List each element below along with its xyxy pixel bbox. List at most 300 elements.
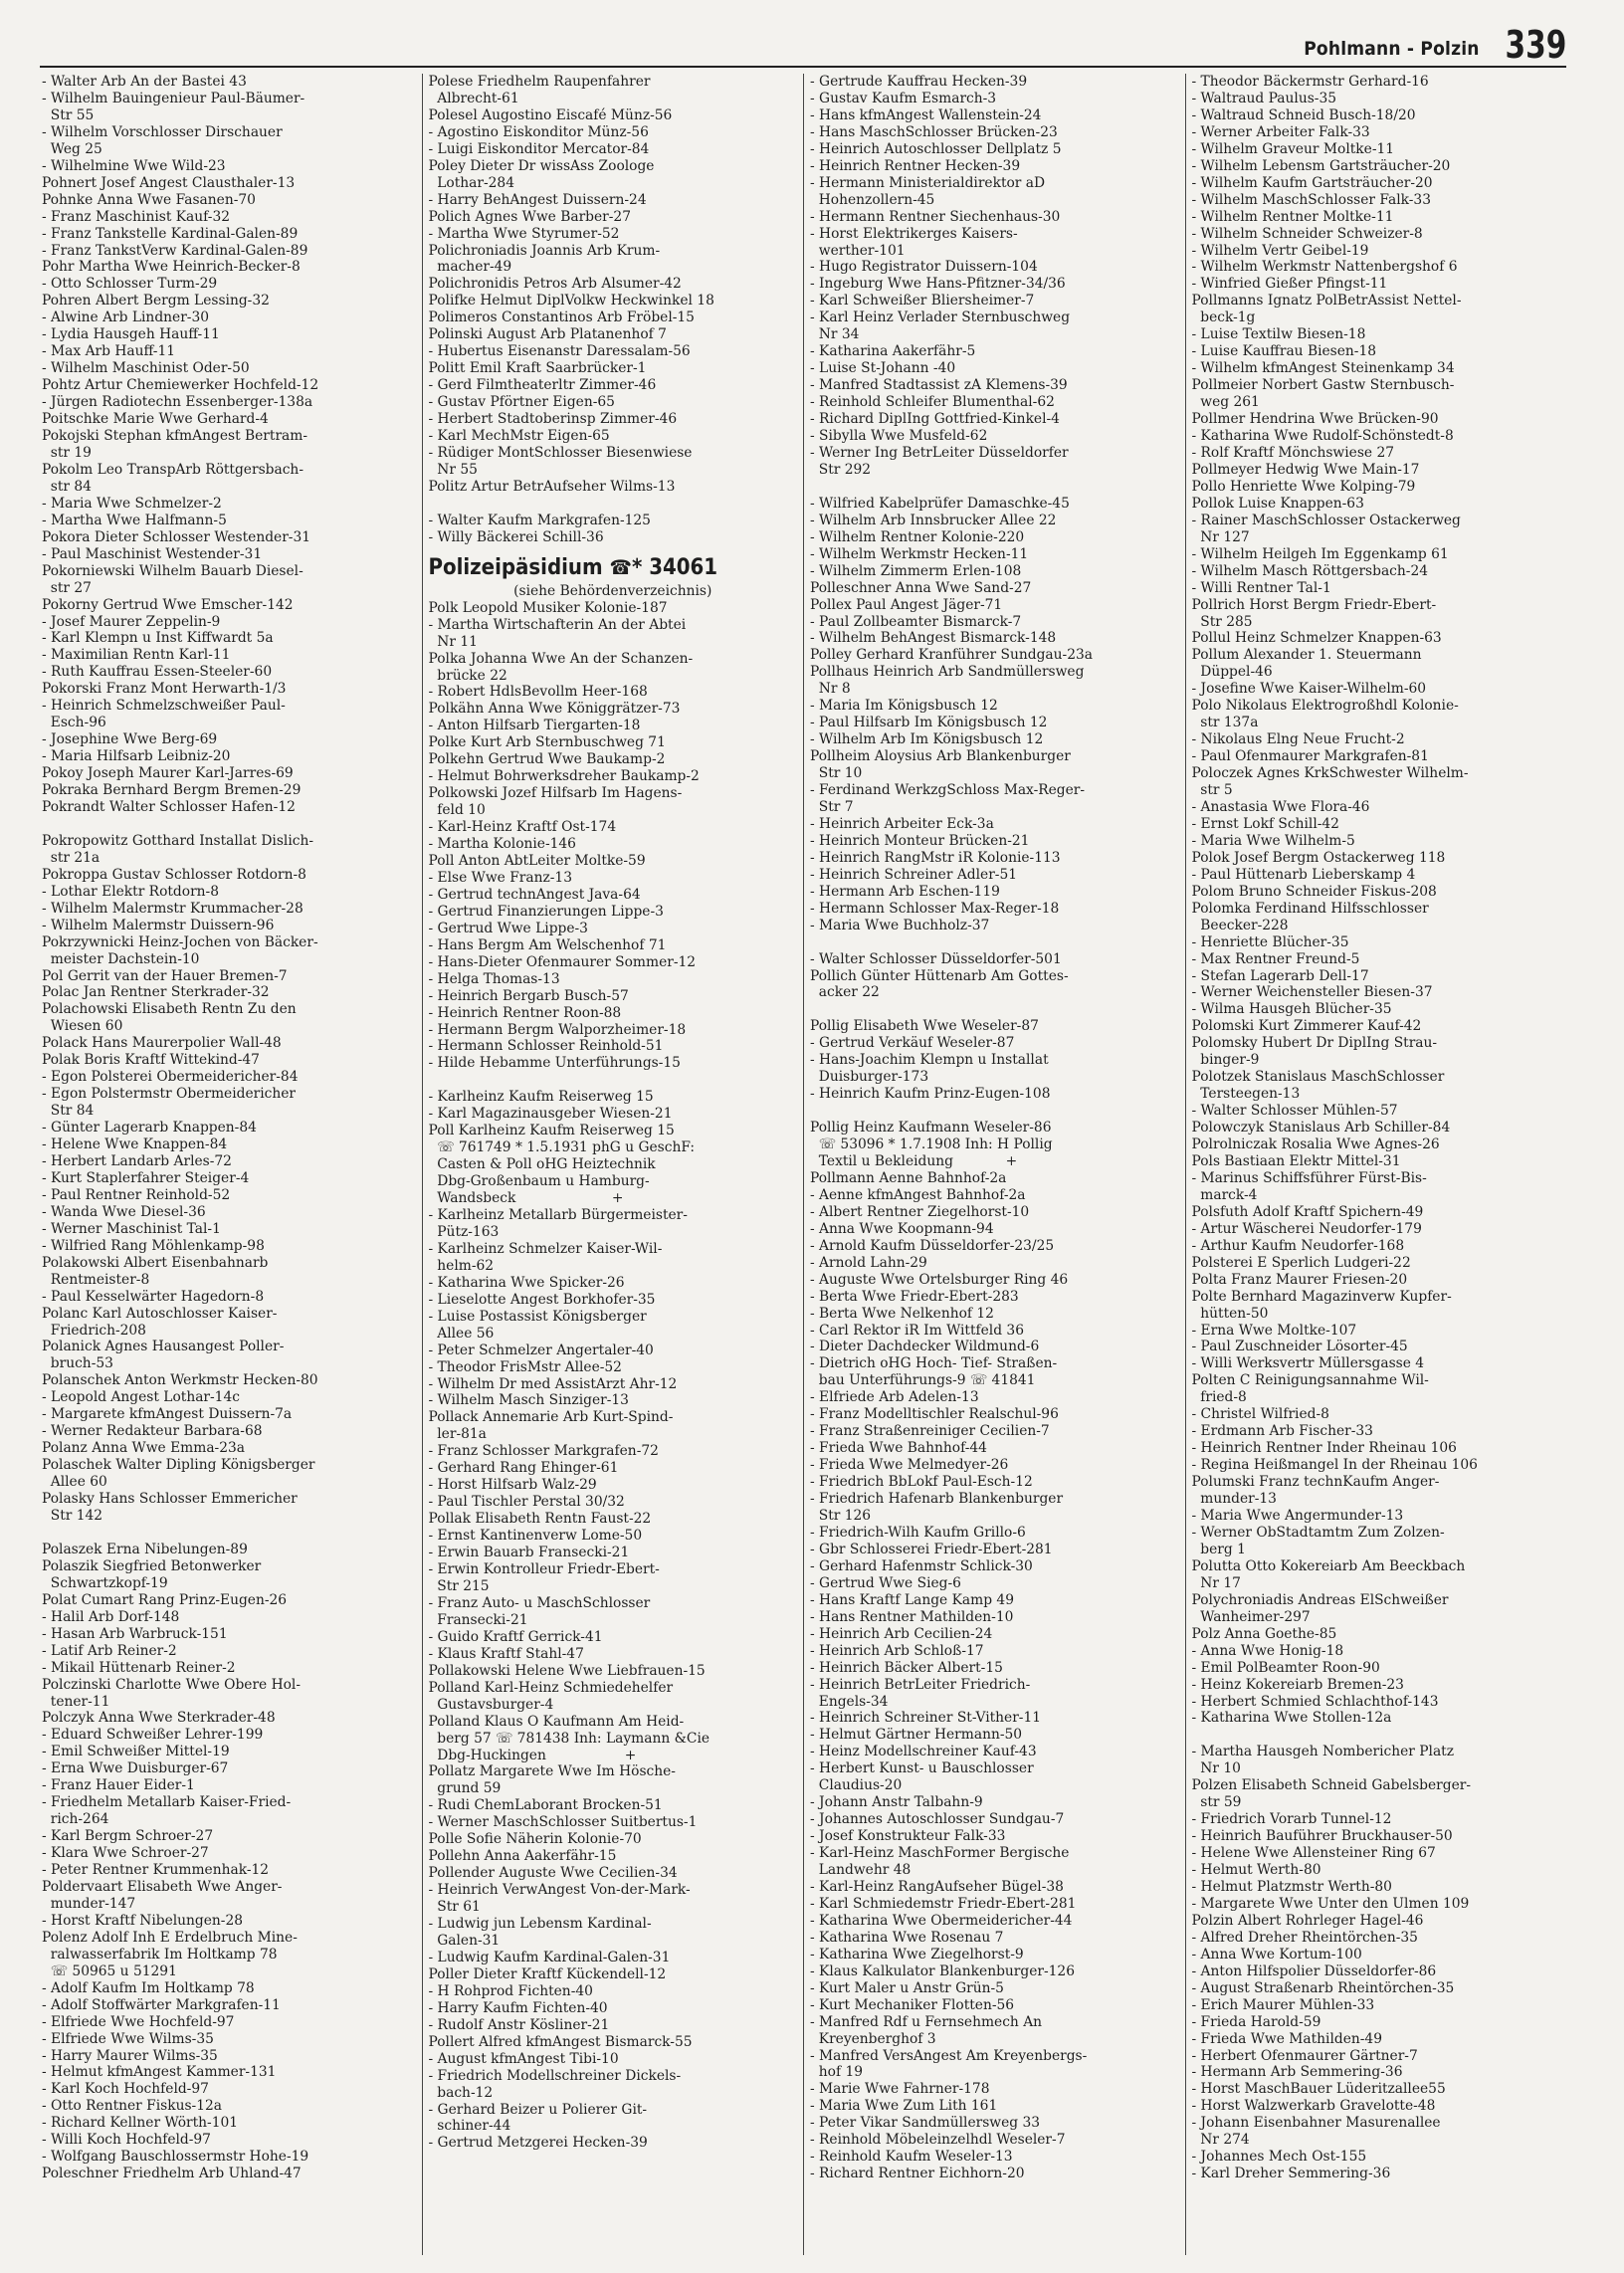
directory-entry: - Karlheinz Schmelzer Kaiser-Wil-	[428, 1240, 663, 1257]
directory-entry	[810, 1103, 1179, 1120]
directory-entry: - Luise St-Johann -40	[810, 360, 956, 377]
directory-entry: Pohtz Artur Chemiewerker Hochfeld-12	[42, 377, 319, 394]
directory-entry: Allee 56	[428, 1325, 495, 1342]
directory-entry: Pollender Auguste Wwe Cecilien-34	[428, 1865, 678, 1882]
directory-entry: - Paul Ofenmaurer Markgrafen-81	[1191, 748, 1429, 765]
directory-entry: Pokoy Joseph Maurer Karl-Jarres-69	[42, 765, 294, 782]
page-header	[1304, 23, 1566, 67]
directory-entry: Schwartzkopf-19	[42, 1574, 168, 1591]
directory-entry: - Klara Wwe Schroer-27	[42, 1845, 209, 1862]
directory-entry: - Nikolaus Elng Neue Frucht-2	[1191, 731, 1405, 748]
directory-entry: - Katharina Wwe Spicker-26	[428, 1274, 625, 1291]
directory-entry: - Heinrich Schmelzschweißer Paul-	[42, 698, 286, 715]
directory-entry: - Walter Kaufm Markgrafen-125	[428, 512, 651, 528]
directory-entry: - Anton Hilfsarb Tiergarten-18	[428, 718, 641, 734]
directory-entry: - Maria Wwe Schmelzer-2	[42, 495, 222, 512]
directory-entry: - Lydia Hausgeh Hauff-11	[42, 326, 220, 343]
directory-entry: Polaszik Siegfried Betonwerker	[42, 1557, 262, 1574]
directory-entry: - Helmut kfmAngest Kammer-131	[42, 2064, 277, 2081]
directory-entry: - Wilhelm Vorschlosser Dirschauer	[42, 123, 283, 140]
directory-entry: Landwehr 48	[810, 1862, 912, 1879]
directory-entry: Rentmeister-8	[42, 1271, 150, 1288]
directory-entry: Polta Franz Maurer Friesen-20	[1191, 1271, 1408, 1288]
directory-entry: - Gustav Pförtner Eigen-65	[428, 394, 615, 411]
directory-entry: - Martha Hausgeh Nombericher Platz	[1191, 1744, 1454, 1760]
directory-entry: Nr 11	[428, 633, 478, 650]
directory-entry: tener-11	[42, 1693, 110, 1710]
directory-entry: - Albert Rentner Ziegelhorst-10	[810, 1203, 1030, 1220]
directory-entry: - Friedrich BbLokf Paul-Esch-12	[810, 1474, 1033, 1491]
directory-entry: - Katharina Aakerfähr-5	[810, 343, 976, 360]
telephone-icon: ☎	[609, 554, 632, 579]
directory-entry: - Erwin Bauarb Fransecki-21	[428, 1545, 630, 1561]
directory-entry: - Walter Schlosser Mühlen-57	[1191, 1103, 1398, 1120]
directory-entry: Pollrich Horst Bergm Friedr-Ebert-	[1191, 596, 1437, 613]
directory-entry: - Luigi Eiskonditor Mercator-84	[428, 140, 650, 157]
directory-entry: - Halil Arb Dorf-148	[42, 1608, 180, 1625]
directory-entry: - Heinrich Rentner Roon-88	[428, 1004, 622, 1021]
directory-entry: - Helmut Bohrwerksdreher Baukamp-2	[428, 768, 700, 785]
directory-entry: - Wilhelm Arb Innsbrucker Allee 22	[810, 512, 1057, 528]
directory-entry: - Willy Bäckerei Schill-36	[428, 528, 604, 545]
directory-entry: rich-264	[42, 1811, 109, 1828]
directory-entry: - Horst MaschBauer Lüderitzallee55	[1191, 2081, 1446, 2098]
directory-entry: - Karl Schmiedemstr Friedr-Ebert-281	[810, 1895, 1077, 1912]
directory-entry: - Karlheinz Metallarb Bürgermeister-	[428, 1207, 688, 1223]
directory-entry: - Hans-Joachim Klempn u Installat	[810, 1052, 1049, 1069]
directory-entry: - Anastasia Wwe Flora-46	[1191, 798, 1370, 815]
directory-entry: - Robert HdlsBevollm Heer-168	[428, 684, 648, 701]
directory-entry	[810, 479, 1179, 496]
directory-entry: - Franz Hauer Eider-1	[42, 1777, 195, 1794]
directory-entry: - Gerhard Rang Ehinger-61	[428, 1460, 619, 1477]
directory-entry: Polich Agnes Wwe Barber-27	[428, 208, 631, 225]
directory-entry: - Heinrich Arb Schloß-17	[810, 1642, 984, 1659]
header-rule	[40, 66, 1566, 68]
directory-entry: munder-13	[1191, 1491, 1277, 1508]
directory-entry: - Anna Wwe Koopmann-94	[810, 1220, 994, 1237]
directory-entry: Politz Artur BetrAufseher Wilms-13	[428, 478, 676, 495]
directory-entry: - Manfred Rdf u Fernsehmech An	[810, 2013, 1043, 2030]
directory-entry: - Peter Schmelzer Angertaler-40	[428, 1342, 654, 1358]
directory-entry: Polenz Adolf Inh E Erdelbruch Mine-	[42, 1929, 298, 1946]
directory-entry: munder-147	[42, 1895, 136, 1912]
directory-entry: - Hermann Arb Semmering-36	[1191, 2064, 1403, 2081]
directory-entry: - Wilhelm Werkmstr Nattenbergshof 6	[1191, 259, 1458, 276]
directory-entry: - Karl Bergm Schroer-27	[42, 1828, 214, 1845]
directory-entry: - Katharina Wwe Ziegelhorst-9	[810, 1946, 1024, 1963]
directory-entry: Polac Jan Rentner Sterkrader-32	[42, 984, 270, 1001]
directory-entry: beck-1g	[1191, 310, 1256, 326]
directory-entry: Pollmanns Ignatz PolBetrAssist Nettel-	[1191, 293, 1462, 310]
directory-entry: - Werner MaschSchlosser Suitbertus-1	[428, 1814, 698, 1831]
directory-entry: - Heinrich Kaufm Prinz-Eugen-108	[810, 1086, 1051, 1103]
directory-entry: - Jürgen Radiotechn Essenberger-138a	[42, 394, 313, 411]
directory-entry: - Else Wwe Franz-13	[428, 869, 572, 886]
directory-entry	[1192, 1727, 1561, 1744]
directory-entry: Polkowski Jozef Hilfsarb Im Hagens-	[428, 785, 683, 802]
directory-entry: - Wilfried Rang Möhlenkamp-98	[42, 1237, 265, 1254]
directory-entry: - Hans kfmAngest Wallenstein-24	[810, 106, 1042, 123]
directory-entry: - Hermann Arb Eschen-119	[810, 883, 1000, 900]
directory-entry: - Heinz Kokereiarb Bremen-23	[1191, 1676, 1404, 1693]
directory-entry: - Hubertus Eisenanstr Daressalam-56	[428, 343, 691, 360]
directory-entry: - Katharina Wwe Rudolf-Schönstedt-8	[1191, 428, 1454, 445]
column-2-entries-top	[429, 74, 798, 546]
directory-entry: Nr 55	[428, 461, 478, 478]
directory-entry: - Stefan Lagerarb Dell-17	[1191, 967, 1369, 984]
directory-entry: Pokropowitz Gotthard Installat Dislich-	[42, 832, 314, 849]
directory-entry: - Karl Koch Hochfeld-97	[42, 2081, 209, 2098]
directory-entry: - Rainer MaschSchlosser Ostackerweg	[1191, 512, 1461, 528]
directory-entry: ☏ 53096 * 1.7.1908 Inh: H Pollig	[810, 1136, 1053, 1153]
column-1-entries	[42, 74, 416, 2182]
directory-entry: Pollack Annemarie Arb Kurt-Spind-	[428, 1409, 674, 1426]
directory-entry: Pokolm Leo TranspArb Röttgersbach-	[42, 461, 304, 478]
directory-entry: - Gbr Schlosserei Friedr-Ebert-281	[810, 1541, 1053, 1557]
directory-entry: Pohnert Josef Angest Clausthaler-13	[42, 174, 296, 191]
directory-entry: - Werner Maschinist Tal-1	[42, 1220, 221, 1237]
directory-entry: Pollhaus Heinrich Arb Sandmüllersweg	[810, 664, 1085, 681]
directory-entry: Polichronidis Petros Arb Alsumer-42	[428, 276, 682, 293]
directory-entry: - Hermann Bergm Walporzheimer-18	[428, 1021, 687, 1038]
directory-entry: - Egon Polstermstr Obermeidericher	[42, 1086, 296, 1103]
directory-entry: - Günter Lagerarb Knappen-84	[42, 1120, 257, 1136]
directory-entry: - Johannes Mech Ost-155	[1191, 2149, 1367, 2166]
directory-entry: Wandsbeck +	[428, 1190, 624, 1207]
directory-entry: - Regina Heißmangel In der Rheinau 106	[1191, 1457, 1478, 1474]
directory-entry: - Heinrich Arbeiter Eck-3a	[810, 815, 994, 832]
directory-entry: - Wilhelm Dr med AssistArzt Ahr-12	[428, 1375, 678, 1392]
directory-entry: helm-62	[428, 1257, 495, 1274]
directory-entry: - Rüdiger MontSchlosser Biesenwiese	[428, 444, 693, 461]
directory-entry: - Kurt Staplerfahrer Steiger-4	[42, 1169, 250, 1186]
directory-entry: hof 19	[810, 2064, 864, 2081]
directory-entry: - Karl-Heinz Kraftf Ost-174	[428, 819, 617, 836]
directory-entry: - Emil Schweißer Mittel-19	[42, 1744, 230, 1760]
running-head: Pohlmann - Polzin	[1304, 38, 1480, 60]
directory-entry: - Paul Hüttenarb Lieberskamp 4	[1191, 866, 1416, 883]
directory-entry: Pokorski Franz Mont Herwarth-1/3	[42, 681, 287, 698]
directory-entry: Polland Karl-Heinz Schmiedehelfer	[428, 1679, 674, 1696]
directory-entry: - Harry Kaufm Fichten-40	[428, 1999, 608, 2016]
directory-entry: Polak Boris Kraftf Wittekind-47	[42, 1052, 260, 1069]
directory-entry: - Heinrich Monteur Brücken-21	[810, 832, 1030, 849]
directory-entry: Pollatz Margarete Wwe Im Hösche-	[428, 1763, 676, 1780]
directory-entry: Poldervaart Elisabeth Wwe Anger-	[42, 1878, 283, 1895]
directory-entry: - Werner Arbeiter Falk-33	[1191, 123, 1370, 140]
directory-entry: - Franz Tankstelle Kardinal-Galen-89	[42, 225, 299, 242]
directory-entry: - Frieda Wwe Melmedyer-26	[810, 1457, 1009, 1474]
directory-entry: str 27	[42, 579, 92, 596]
directory-entry: - Wilhelmine Wwe Wild-23	[42, 157, 226, 174]
directory-entry: - Horst Walzwerkarb Gravelotte-48	[1191, 2098, 1436, 2115]
directory-entry: - Frieda Wwe Mathilden-49	[1191, 2030, 1382, 2047]
directory-entry: - Harry BehAngest Duissern-24	[428, 191, 647, 208]
directory-entry: - Wilhelm Vertr Geibel-19	[1191, 242, 1369, 259]
directory-entry: - Rudi ChemLaborant Brocken-51	[428, 1797, 663, 1814]
directory-entry: Dbg-Großenbaum u Hamburg-	[428, 1173, 650, 1190]
directory-entry: str 137a	[1191, 715, 1259, 731]
directory-entry: - Gustav Kaufm Esmarch-3	[810, 90, 997, 106]
directory-entry: Polsfuth Adolf Kraftf Spichern-49	[1191, 1203, 1424, 1220]
column-3-entries	[810, 74, 1179, 2182]
directory-entry: Casten & Poll oHG Heiztechnik	[428, 1156, 656, 1173]
directory-entry: Polachowski Elisabeth Rentn Zu den	[42, 1001, 297, 1018]
directory-entry: - Emil PolBeamter Roon-90	[1191, 1659, 1380, 1676]
directory-entry: - Gertrud Finanzierungen Lippe-3	[428, 903, 664, 920]
directory-entry: - Martha Wwe Halfmann-5	[42, 512, 227, 528]
directory-entry: Polleschner Anna Wwe Sand-27	[810, 579, 1032, 596]
directory-entry: Poller Dieter Kraftf Kückendell-12	[428, 1965, 667, 1982]
directory-entry: Poleschner Friedhelm Arb Uhland-47	[42, 2166, 302, 2182]
directory-entry: - Johannes Autoschlosser Sundgau-7	[810, 1811, 1065, 1828]
directory-entry	[42, 816, 416, 833]
directory-entry: - Heinrich Bäcker Albert-15	[810, 1659, 1003, 1676]
directory-entry: Polrolniczak Rosalia Wwe Agnes-26	[1191, 1136, 1440, 1153]
directory-entry: str 19	[42, 444, 92, 461]
directory-entry: - Latif Arb Reiner-2	[42, 1642, 177, 1659]
directory-entry: - Karl Heinz Verlader Sternbuschweg	[810, 310, 1071, 326]
directory-entry: - Wilhelm Bauingenieur Paul-Bäumer-	[42, 90, 305, 106]
directory-entry: - Wilhelm Zimmerm Erlen-108	[810, 562, 1022, 579]
directory-entry: - Franz Maschinist Kauf-32	[42, 208, 230, 225]
column-2	[422, 74, 804, 2255]
directory-entry: - Otto Schlosser Turm-29	[42, 276, 218, 293]
directory-entry: Pollehn Anna Aakerfähr-15	[428, 1848, 617, 1865]
directory-entry: Polowczyk Stanislaus Arb Schiller-84	[1191, 1120, 1451, 1136]
directory-entry: - Willi Werksvertr Müllersgasse 4	[1191, 1355, 1425, 1372]
directory-entry: - Theodor FrisMstr Allee-52	[428, 1358, 622, 1375]
directory-entry: - Carl Rektor iR Im Wittfeld 36	[810, 1322, 1024, 1339]
directory-entry: - Karl MechMstr Eigen-65	[428, 428, 610, 445]
directory-entry: - Hans-Dieter Ofenmaurer Sommer-12	[428, 953, 697, 970]
directory-entry: Politt Emil Kraft Saarbrücker-1	[428, 360, 647, 377]
directory-entry	[429, 496, 798, 513]
directory-entry: - Wilhelm kfmAngest Steinenkamp 34	[1191, 360, 1455, 377]
directory-entry: - Elfriede Wwe Wilms-35	[42, 2030, 214, 2047]
directory-entry: - Maria Wwe Angermunder-13	[1191, 1508, 1404, 1525]
directory-entry: Str 285	[1191, 613, 1253, 630]
directory-entry: Düppel-46	[1191, 664, 1273, 681]
directory-entry: - Erna Wwe Duisburger-67	[42, 1760, 229, 1777]
directory-entry: feld 10	[428, 802, 486, 819]
directory-entry: Polom Bruno Schneider Fiskus-208	[1191, 883, 1437, 900]
directory-entry: Pollert Alfred kfmAngest Bismarck-55	[428, 2033, 693, 2050]
directory-entry: - Klaus Kraftf Stahl-47	[428, 1645, 584, 1662]
directory-entry: Galen-31	[428, 1932, 501, 1949]
directory-entry: - Martha Wirtschafterin An der Abtei	[428, 616, 687, 633]
directory-entry: - Wilhelm Maschinist Oder-50	[42, 360, 250, 377]
directory-entry: - Dieter Dachdecker Wildmund-6	[810, 1339, 1040, 1355]
directory-entry: Wiesen 60	[42, 1018, 123, 1035]
directory-entry: - Karlheinz Kaufm Reiserweg 15	[428, 1089, 654, 1106]
directory-entry: Engels-34	[810, 1693, 889, 1710]
directory-entry: Nr 10	[1191, 1760, 1241, 1777]
directory-entry: - Manfred VersAngest Am Kreyenbergs-	[810, 2047, 1088, 2064]
directory-entry: - Karl-Heinz MaschFormer Bergische	[810, 1845, 1070, 1862]
directory-entry: Pollo Henriette Wwe Kolping-79	[1191, 478, 1416, 495]
directory-entry: - Friedrich-Wilh Kaufm Grillo-6	[810, 1524, 1026, 1541]
column-4	[1185, 74, 1567, 2255]
directory-entry: - Margarete kfmAngest Duissern-7a	[42, 1406, 293, 1423]
directory-entry: - Reinhold Schleifer Blumenthal-62	[810, 394, 1055, 411]
directory-entry: - Heinrich RangMstr iR Kolonie-113	[810, 849, 1061, 866]
directory-entry: Gustavsburger-4	[428, 1696, 554, 1713]
directory-entry: Pokora Dieter Schlosser Westender-31	[42, 528, 311, 545]
directory-entry: - Maximilian Rentn Karl-11	[42, 647, 231, 664]
directory-entry: - Heinrich Autoschlosser Dellplatz 5	[810, 140, 1062, 157]
directory-entry: - Richard Rentner Eichhorn-20	[810, 2166, 1025, 2182]
directory-entry: - Wilhelm Schneider Schweizer-8	[1191, 225, 1423, 242]
directory-entry: Polten C Reinigungsannahme Wil-	[1191, 1372, 1429, 1389]
section-note: (siehe Behördenverzeichnis)	[513, 582, 712, 599]
directory-entry: - Franz Straßenreiniger Cecilien-7	[810, 1423, 1050, 1440]
directory-entry: - Helmut Platzmstr Werth-80	[1191, 1878, 1392, 1895]
directory-entry: schiner-44	[428, 2118, 511, 2135]
directory-entry: Polifke Helmut DiplVolkw Heckwinkel 18	[428, 293, 714, 310]
directory-entry: - Wilhelm BehAngest Bismarck-148	[810, 630, 1057, 647]
directory-entry: Polanick Agnes Hausangest Poller-	[42, 1339, 285, 1355]
directory-entry: - Hasan Arb Warbruck-151	[42, 1625, 228, 1642]
directory-entry: - Marinus Schiffsführer Fürst-Bis-	[1191, 1169, 1427, 1186]
directory-entry: Pokroppa Gustav Schlosser Rotdorn-8	[42, 866, 306, 883]
directory-entry: Pollok Luise Knappen-63	[1191, 495, 1364, 512]
directory-entry: - Max Arb Hauff-11	[42, 343, 176, 360]
directory-entry: Polutta Otto Kokereiarb Am Beeckbach	[1191, 1557, 1466, 1574]
directory-entry: - Heinrich Bauführer Bruckhauser-50	[1191, 1828, 1453, 1845]
directory-entry: - Werner Ing BetrLeiter Düsseldorfer	[810, 444, 1069, 461]
directory-entry	[810, 1001, 1179, 1018]
directory-entry: - Heinrich Rentner Inder Rheinau 106	[1191, 1440, 1457, 1457]
directory-entry: str 21a	[42, 849, 101, 866]
directory-entry: Friedrich-208	[42, 1322, 146, 1339]
directory-entry: Polimeros Constantinos Arb Fröbel-15	[428, 310, 695, 326]
directory-entry: - Luise Kauffrau Biesen-18	[1191, 343, 1377, 360]
directory-entry: - Friedrich Modellschreiner Dickels-	[428, 2067, 682, 2084]
directory-entry: - Paul Maschinist Westender-31	[42, 545, 263, 562]
directory-entry: - Kurt Maler u Anstr Grün-5	[810, 1979, 1004, 1996]
directory-entry: - Erich Maurer Mühlen-33	[1191, 1996, 1375, 2013]
directory-entry: - Werner Redakteur Barbara-68	[42, 1423, 263, 1440]
directory-entry: Claudius-20	[810, 1777, 903, 1794]
directory-entry: Str 215	[428, 1577, 490, 1594]
directory-entry: - Franz Auto- u MaschSchlosser	[428, 1594, 651, 1611]
directory-entry: - Horst Elektrikerges Kaisers-	[810, 225, 1018, 242]
directory-entry: Pohnke Anna Wwe Fasanen-70	[42, 191, 256, 208]
directory-entry: Hohenzollern-45	[810, 191, 935, 208]
directory-entry: - Maria Wwe Zum Lith 161	[810, 2098, 998, 2115]
directory-entry: Polkehn Gertrud Wwe Baukamp-2	[428, 751, 666, 768]
directory-entry: Pollheim Aloysius Arb Blankenburger	[810, 748, 1071, 765]
directory-entry: - Ernst Kantinenverw Lome-50	[428, 1528, 643, 1545]
directory-entry: - Franz Schlosser Markgrafen-72	[428, 1443, 659, 1460]
directory-entry: Pollakowski Helene Wwe Liebfrauen-15	[428, 1662, 706, 1679]
directory-entry: str 84	[42, 478, 92, 495]
directory-entry: - Helmut Werth-80	[1191, 1862, 1321, 1879]
directory-entry: str 59	[1191, 1794, 1242, 1811]
directory-entry: - Margarete Wwe Unter den Ulmen 109	[1191, 1895, 1470, 1912]
directory-entry: Polomka Ferdinand Hilfsschlosser	[1191, 900, 1429, 917]
directory-entry: - Wilhelm Malermstr Krummacher-28	[42, 900, 304, 917]
directory-entry	[810, 934, 1179, 951]
directory-entry: - August Straßenarb Rheintörchen-35	[1191, 1979, 1455, 1996]
directory-entry: - Hermann Schlosser Reinhold-51	[428, 1038, 664, 1055]
directory-entry: Polotzek Stanislaus MaschSchlosser	[1191, 1069, 1445, 1086]
directory-entry: - Heinrich Schreiner Adler-51	[810, 866, 1018, 883]
directory-entry: - Anna Wwe Kortum-100	[1191, 1946, 1362, 1963]
directory-entry: - Wilhelm Masch Röttgersbach-24	[1191, 562, 1429, 579]
directory-entry: - Werner ObStadtamtm Zum Zolzen-	[1191, 1524, 1445, 1541]
directory-entry: - Herbert Schmied Schlachthof-143	[1191, 1693, 1439, 1710]
directory-entry: ler-81a	[428, 1426, 487, 1443]
directory-entry: - Katharina Wwe Obermeidericher-44	[810, 1912, 1073, 1929]
directory-entry: - Ernst Lokf Schill-42	[1191, 815, 1339, 832]
directory-entry: - Hans Kraftf Lange Kamp 49	[810, 1591, 1014, 1608]
directory-entry: - Josef Maurer Zeppelin-9	[42, 613, 221, 630]
directory-entry: Polinski August Arb Platanenhof 7	[428, 326, 667, 343]
directory-entry: - Erdmann Arb Fischer-33	[1191, 1423, 1373, 1440]
directory-entry: Polanc Karl Autoschlosser Kaiser-	[42, 1305, 278, 1322]
directory-entry: - Peter Vikar Sandmüllersweg 33	[810, 2115, 1041, 2132]
directory-entry: Polack Hans Maurerpolier Wall-48	[42, 1035, 282, 1052]
directory-entry: Nr 274	[1191, 2132, 1250, 2149]
directory-entry: - August kfmAngest Tibi-10	[428, 2050, 619, 2067]
directory-entry: - Wilhelm Graveur Moltke-11	[1191, 140, 1395, 157]
section-phone-number: 34061	[649, 554, 718, 580]
directory-entry: - Josef Konstrukteur Falk-33	[810, 1828, 1006, 1845]
directory-entry: Albrecht-61	[428, 90, 519, 106]
directory-entry: - Franz Modelltischler Realschul-96	[810, 1406, 1059, 1423]
directory-entry: Polle Sofie Näherin Kolonie-70	[428, 1831, 642, 1848]
directory-entry: Pokorny Gertrud Wwe Emscher-142	[42, 596, 294, 613]
directory-entry: - Josephine Wwe Berg-69	[42, 731, 218, 748]
directory-entry: - Karl Klempn u Inst Kiffwardt 5a	[42, 630, 274, 647]
directory-entry: - Heinrich VerwAngest Von-der-Mark-	[428, 1882, 691, 1899]
directory-entry: Pollmeyer Hedwig Wwe Main-17	[1191, 461, 1420, 478]
directory-entry: - Maria Wwe Buchholz-37	[810, 917, 990, 933]
directory-entry: Dbg-Huckingen +	[428, 1747, 637, 1763]
directory-entry: - Leopold Angest Lothar-14c	[42, 1389, 240, 1406]
directory-entry: - Paul Zuschneider Lösorter-45	[1191, 1339, 1408, 1355]
directory-entry: Pollum Alexander 1. Steuermann	[1191, 647, 1422, 664]
directory-entry: - Wilhelm Werkmstr Hecken-11	[810, 545, 1029, 562]
directory-entry: grund 59	[428, 1780, 502, 1797]
directory-entry: - Martha Kolonie-146	[428, 836, 576, 853]
directory-entry: Duisburger-173	[810, 1069, 929, 1086]
directory-entry: - Wilhelm Rentner Kolonie-220	[810, 528, 1025, 545]
directory-entry: - Anton Hilfspolier Düsseldorfer-86	[1191, 1963, 1437, 1979]
directory-entry: - Wilhelm Lebensm Gartsträucher-20	[1191, 157, 1451, 174]
directory-entry: Pollmann Aenne Bahnhof-2a	[810, 1169, 1007, 1186]
directory-entry: bau Unterführungs-9 ☏ 41841	[810, 1372, 1036, 1389]
directory-entry: - Alwine Arb Lindner-30	[42, 310, 210, 326]
directory-entry: Polo Nikolaus Elektrogroßhdl Kolonie-	[1191, 698, 1459, 715]
directory-entry: berg 57 ☏ 781438 Inh: Laymann &Cie	[428, 1730, 710, 1747]
directory-entry: Polley Gerhard Kranführer Sundgau-23a	[810, 647, 1093, 664]
directory-entry: - Johann Anstr Talbahn-9	[810, 1794, 983, 1811]
directory-entry: Polczyk Anna Wwe Sterkrader-48	[42, 1710, 276, 1727]
directory-entry: Pollex Paul Angest Jäger-71	[810, 596, 1003, 613]
directory-entry: - Maria Wwe Wilhelm-5	[1191, 832, 1355, 849]
directory-entry: - Arnold Kaufm Düsseldorfer-23/25	[810, 1237, 1055, 1254]
directory-entry: - Arnold Lahn-29	[810, 1254, 927, 1271]
directory-entry: Wanheimer-297	[1191, 1608, 1311, 1625]
directory-entry: - Lieselotte Angest Borkhofer-35	[428, 1291, 656, 1308]
directory-entry: - Herbert Kunst- u Bauschlosser	[810, 1760, 1034, 1777]
directory-entry: - Marie Wwe Fahrner-178	[810, 2081, 990, 2098]
directory-entry: - Anna Wwe Honig-18	[1191, 1642, 1344, 1659]
